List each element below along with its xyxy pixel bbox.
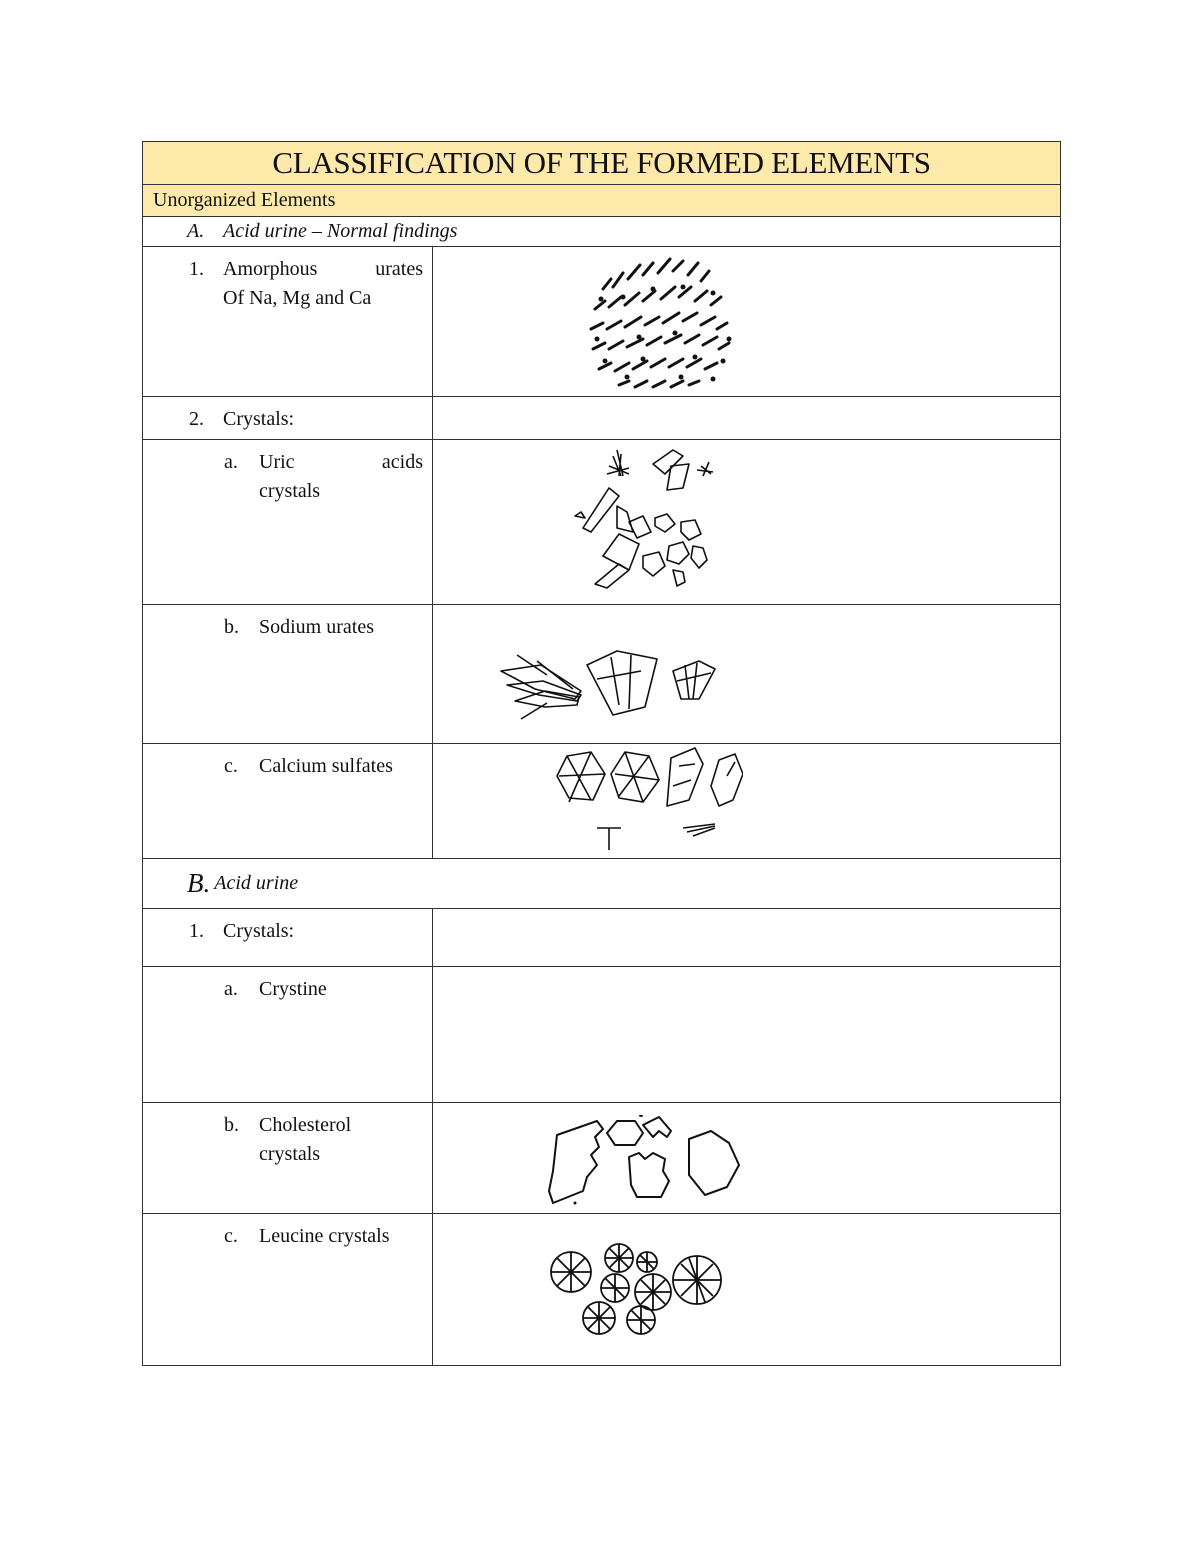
section-b-text: Acid urine <box>214 872 299 894</box>
row-image-cell <box>433 744 1060 858</box>
row-number: 2. <box>189 408 204 430</box>
cholesterol-crystals-illustration <box>545 1115 741 1205</box>
row-number: a. <box>224 978 238 1000</box>
row-text: Calcium sulfates <box>259 755 393 777</box>
row-label-cell <box>143 440 433 604</box>
section-a-label: A. <box>187 220 205 242</box>
row-image-cell <box>433 967 1060 1102</box>
table-row <box>143 909 1060 967</box>
row-text-b: urates <box>375 258 423 280</box>
table-row <box>143 744 1060 859</box>
calcium-sulfates-illustration <box>553 746 743 856</box>
row-text: Amorphous <box>223 258 318 280</box>
row-number: a. <box>224 451 238 473</box>
table-row <box>143 440 1060 605</box>
row-text: Uric <box>259 451 295 473</box>
classification-table <box>142 141 1061 1366</box>
row-number: b. <box>224 616 239 638</box>
section-b-label: B. <box>187 868 211 898</box>
sodium-urates-illustration <box>497 635 737 725</box>
row-image-cell <box>433 1103 1060 1213</box>
row-text: Sodium urates <box>259 616 374 638</box>
row-text: Crystals: <box>223 408 295 430</box>
row-image-cell <box>433 440 1060 604</box>
row-label-cell <box>143 744 433 858</box>
row-text: Cholesterol <box>259 1114 352 1136</box>
section-subtitle: Unorganized Elements <box>153 189 336 211</box>
page-title: CLASSIFICATION OF THE FORMED ELEMENTS <box>272 145 931 180</box>
subtitle-row <box>143 185 1060 217</box>
row-label-cell <box>143 605 433 743</box>
section-a-row <box>143 217 1060 247</box>
table-row <box>143 1214 1060 1366</box>
table-row <box>143 967 1060 1103</box>
row-text-line2: crystals <box>259 480 321 502</box>
row-image-cell <box>433 1214 1060 1365</box>
row-number: b. <box>224 1114 239 1136</box>
row-text: Crystals: <box>223 920 295 942</box>
row-text-line2: Of Na, Mg and Ca <box>223 287 372 309</box>
row-text-line2: crystals <box>259 1143 321 1165</box>
row-image-cell <box>433 605 1060 743</box>
row-text-b: acids <box>381 451 423 473</box>
leucine-crystals-illustration <box>549 1240 729 1340</box>
row-image-cell <box>433 397 1060 439</box>
row-label-cell <box>143 1214 433 1365</box>
row-label-cell <box>143 397 433 439</box>
row-label-cell <box>143 1103 433 1213</box>
row-text: Crystine <box>259 978 327 1000</box>
row-number: c. <box>224 1225 238 1247</box>
uric-acid-crystals-illustration <box>573 446 723 591</box>
row-label-cell <box>143 247 433 396</box>
section-b-row <box>143 859 1060 909</box>
amorphous-urates-illustration <box>583 249 743 395</box>
table-title-row <box>143 142 1060 185</box>
row-number: 1. <box>189 920 204 942</box>
table-row <box>143 605 1060 744</box>
row-label-cell <box>143 909 433 966</box>
table-row <box>143 1103 1060 1214</box>
row-number: 1. <box>189 258 204 280</box>
row-text: Leucine crystals <box>259 1225 390 1247</box>
row-label-cell <box>143 967 433 1102</box>
table-row <box>143 247 1060 397</box>
row-image-cell <box>433 909 1060 966</box>
row-image-cell <box>433 247 1060 396</box>
row-number: c. <box>224 755 238 777</box>
section-a-text: Acid urine – Normal findings <box>223 220 458 242</box>
table-row <box>143 397 1060 440</box>
